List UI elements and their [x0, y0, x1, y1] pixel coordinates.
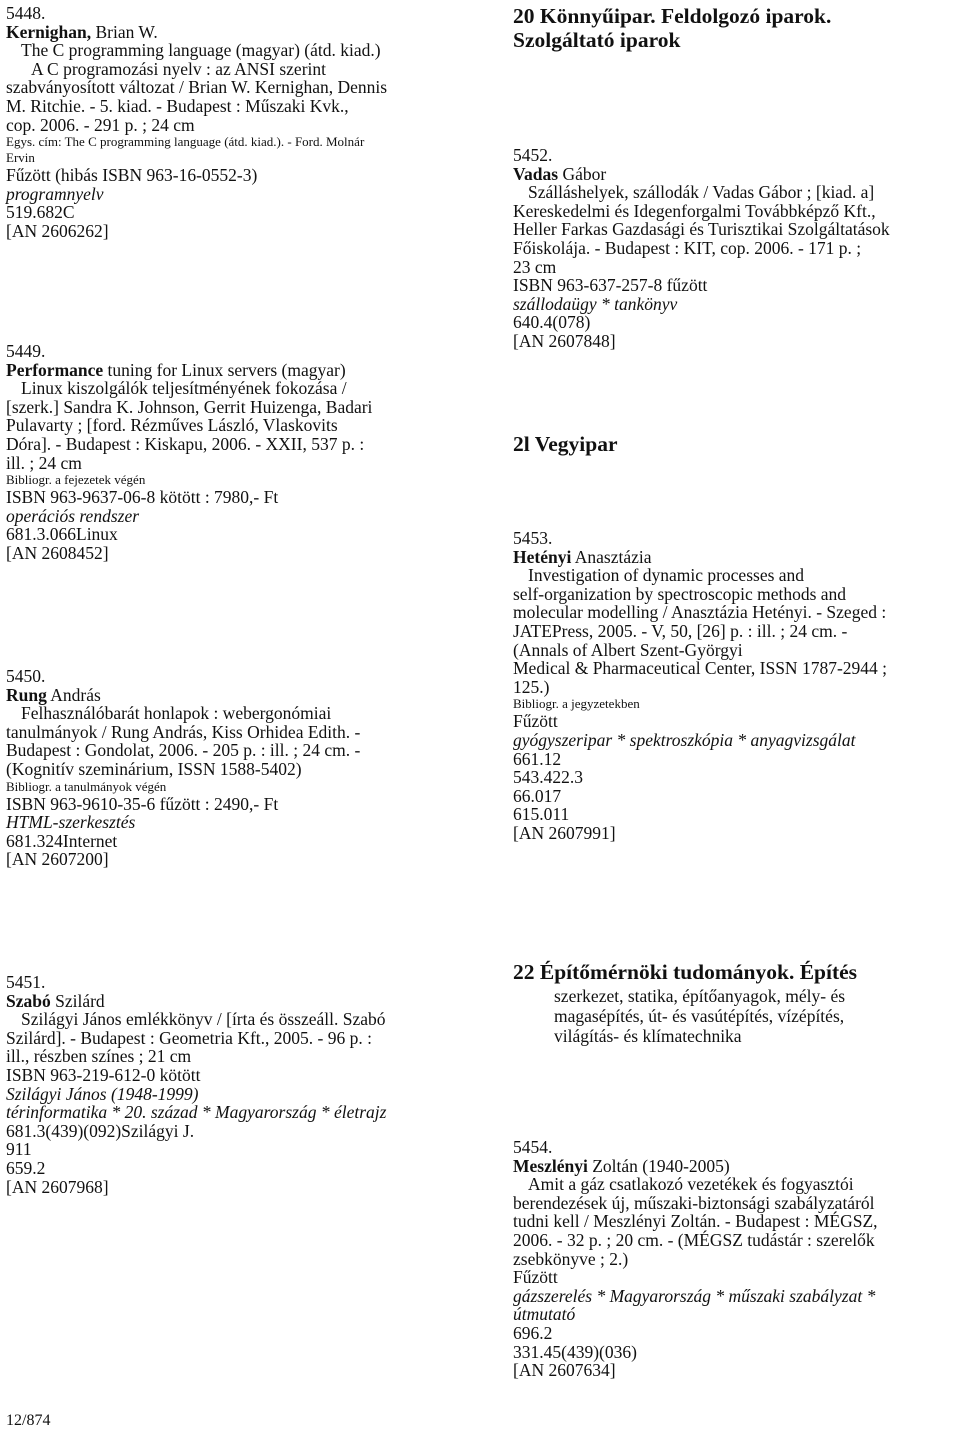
- entry-5452: [513, 146, 890, 351]
- entry-binding: ISBN 963-9637-06-8 kötött : 7980,- Ft: [6, 487, 279, 508]
- entry-title-line: molecular modelling / Anasztázia Hetényi. - Szeged :: [513, 602, 887, 623]
- entry-title-line: [szerk.] Sandra K. Johnson, Gerrit Huizenga, Badari: [6, 396, 373, 417]
- entry-subject: Szilágyi János (1948-1999): [6, 1083, 199, 1104]
- entry-note: Bibliogr. a jegyzetekben: [513, 696, 640, 712]
- entry-title-line: Felhasználóbarát honlapok : webergonómiai: [21, 703, 332, 724]
- entry-number: 5448.: [6, 3, 46, 23]
- entry-title-line: tanulmányok / Rung András, Kiss Orhidea Edith. -: [6, 721, 361, 742]
- entry-number: 5450.: [6, 666, 46, 686]
- entry-note: Bibliogr. a tanulmányok végén: [6, 778, 167, 794]
- entry-udc: 640.4(078): [513, 312, 591, 333]
- entry-number: 5451.: [6, 972, 46, 992]
- entry-5451: [6, 973, 386, 1196]
- entry-udc: 519.682C: [6, 202, 75, 223]
- entry-title-line: Linux kiszolgálók teljesítményének fokozása /: [21, 378, 347, 399]
- entry-udc: 659.2: [6, 1157, 46, 1178]
- entry-binding: Fűzött: [513, 711, 558, 732]
- entry-subject: gyógyszeripar * spektroszkópia * anyagvizsgálat: [513, 729, 856, 750]
- entry-an: [AN 2608452]: [6, 542, 109, 563]
- entry-subject: operációs rendszer: [6, 505, 140, 526]
- entry-title-line: tudni kell / Meszlényi Zoltán. - Budapest : MÉGSZ,: [513, 1211, 878, 1232]
- entry-udc: 615.011: [513, 804, 570, 825]
- entry-title-line: A C programozási nyelv : az ANSI szerint: [31, 58, 327, 79]
- entry-author: Hetényi Anasztázia: [513, 546, 652, 567]
- entry-an: [AN 2607200]: [6, 849, 109, 870]
- entry-title-line: The C programming language (magyar) (átd. kiad.): [21, 40, 381, 61]
- entry-title-line: Kereskedelmi és Idegenforgalmi Továbbképző Kft.,: [513, 200, 876, 221]
- entry-an: [AN 2607634]: [513, 1360, 616, 1381]
- entry-an: [AN 2607848]: [513, 330, 616, 351]
- entry-title-line: Dóra]. - Budapest : Kiskapu, 2006. - XXII, 537 p. :: [6, 433, 365, 454]
- entry-5453: [513, 529, 887, 843]
- entry-title-line: zsebkönyve ; 2.): [513, 1248, 629, 1269]
- entry-note: Egys. cím: The C programming language (átd. kiad.). - Ford. Molnár: [6, 134, 365, 150]
- entry-udc: 681.3.066Linux: [6, 524, 118, 545]
- entry-subject: programnyelv: [6, 183, 104, 204]
- entry-title-line: 125.): [513, 676, 550, 697]
- entry-number: 5452.: [513, 145, 553, 165]
- entry-title-line: Investigation of dynamic processes and: [528, 565, 805, 586]
- entry-author: Kernighan, Brian W.: [6, 21, 158, 42]
- entry-note: Ervin: [6, 150, 35, 166]
- entry-udc: 331.45(439)(036): [513, 1341, 637, 1362]
- entry-an: [AN 2607991]: [513, 822, 616, 843]
- entry-udc: 681.324Internet: [6, 830, 118, 851]
- entry-subject: térinformatika * 20. század * Magyarország * életrajz: [6, 1102, 387, 1123]
- entry-udc: 543.422.3: [513, 767, 583, 788]
- entry-5449: [6, 342, 372, 563]
- entry-udc: 911: [6, 1139, 32, 1160]
- entry-subject: gázszerelés * Magyarország * műszaki szabályzat *: [513, 1285, 876, 1306]
- entry-author: Rung András: [6, 684, 101, 705]
- entry-author: Performance tuning for Linux servers (magyar): [6, 359, 346, 380]
- section-description-22: szerkezet, statika, építőanyagok, mély- és magasépítés, út- és vasútépítés, vízépítés, világítás- és klímatechnika: [554, 986, 846, 1046]
- entry-subject: szállodaügy * tankönyv: [513, 293, 678, 314]
- entry-title-line: Medical & Pharmaceutical Center, ISSN 1787-2944 ;: [513, 658, 888, 679]
- entry-title-line: Heller Farkas Gazdasági és Turisztikai Szolgáltatások: [513, 219, 890, 240]
- entry-title-line: Pulavarty ; [ford. Rézműves László, Vlaskovits: [6, 415, 338, 436]
- entry-title-line: Amit a gáz csatlakozó vezetékek és fogyasztói: [528, 1174, 854, 1195]
- entry-binding: ISBN 963-9610-35-6 fűzött : 2490,- Ft: [6, 793, 279, 814]
- entry-udc: 696.2: [513, 1322, 553, 1343]
- entry-udc: 661.12: [513, 748, 562, 769]
- entry-title-line: Szilárd]. - Budapest : Geometria Kft., 2005. - 96 p. :: [6, 1027, 372, 1048]
- entry-title-line: cop. 2006. - 291 p. ; 24 cm: [6, 114, 195, 135]
- entry-an: [AN 2607968]: [6, 1176, 109, 1197]
- entry-title-line: berendezések új, műszaki-biztonsági szabályzatáról: [513, 1192, 875, 1213]
- entry-author: Meszlényi Zoltán (1940-2005): [513, 1155, 730, 1176]
- entry-5448: [6, 4, 387, 241]
- entry-number: 5449.: [6, 341, 46, 361]
- entry-subject: útmutató: [513, 1304, 576, 1325]
- entry-title-line: (Kognitív szeminárium, ISSN 1588-5402): [6, 758, 302, 779]
- entry-binding: Fűzött (hibás ISBN 963-16-0552-3): [6, 165, 258, 186]
- entry-binding: Fűzött: [513, 1267, 558, 1288]
- section-heading-20: 20 Könnyűipar. Feldolgozó iparok. Szolgáltató iparok: [513, 4, 832, 52]
- entry-number: 5453.: [513, 528, 553, 548]
- entry-title-line: ill., részben színes ; 21 cm: [6, 1046, 192, 1067]
- entry-an: [AN 2606262]: [6, 220, 109, 241]
- entry-title-line: M. Ritchie. - 5. kiad. - Budapest : Műszaki Kvk.,: [6, 95, 349, 116]
- entry-binding: ISBN 963-219-612-0 kötött: [6, 1064, 201, 1085]
- entry-author: Vadas Gábor: [513, 163, 607, 184]
- entry-5450: [6, 667, 360, 869]
- entry-title-line: self-organization by spectroscopic methods and: [513, 583, 847, 604]
- entry-udc: 66.017: [513, 785, 562, 806]
- entry-title-line: Budapest : Gondolat, 2006. - 205 p. : ill. ; 24 cm. -: [6, 740, 361, 761]
- entry-title-line: 23 cm: [513, 256, 557, 277]
- entry-udc: 681.3(439)(092)Szilágyi J.: [6, 1120, 195, 1141]
- entry-note: Bibliogr. a fejezetek végén: [6, 472, 146, 488]
- entry-number: 5454.: [513, 1137, 553, 1157]
- entry-title-line: (Annals of Albert Szent-Györgyi: [513, 639, 743, 660]
- entry-subject: HTML-szerkesztés: [6, 812, 136, 833]
- entry-author: Szabó Szilárd: [6, 990, 105, 1011]
- section-heading-21: 2l Vegyipar: [513, 432, 618, 456]
- entry-title-line: szabványosított változat / Brian W. Kernighan, Dennis: [6, 77, 388, 98]
- entry-title-line: Főiskolája. - Budapest : KIT, cop. 2006. - 171 p. ;: [513, 237, 862, 258]
- entry-title-line: Szilágyi János emlékkönyv / [írta és összeáll. Szabó: [21, 1009, 386, 1030]
- entry-title-line: 2006. - 32 p. ; 20 cm. - (MÉGSZ tudástár : szerelők: [513, 1229, 875, 1250]
- entry-title-line: JATEPress, 2005. - V, 50, [26] p. : ill. ; 24 cm. -: [513, 620, 848, 641]
- section-heading-22: 22 Építőmérnöki tudományok. Építés: [513, 960, 858, 984]
- entry-title-line: ill. ; 24 cm: [6, 452, 82, 473]
- entry-title-line: Szálláshelyek, szállodák / Vadas Gábor ; [kiad. a]: [528, 182, 875, 203]
- page-number: 12/874: [6, 1412, 51, 1429]
- entry-5454: [513, 1138, 878, 1380]
- entry-binding: ISBN 963-637-257-8 fűzött: [513, 275, 708, 296]
